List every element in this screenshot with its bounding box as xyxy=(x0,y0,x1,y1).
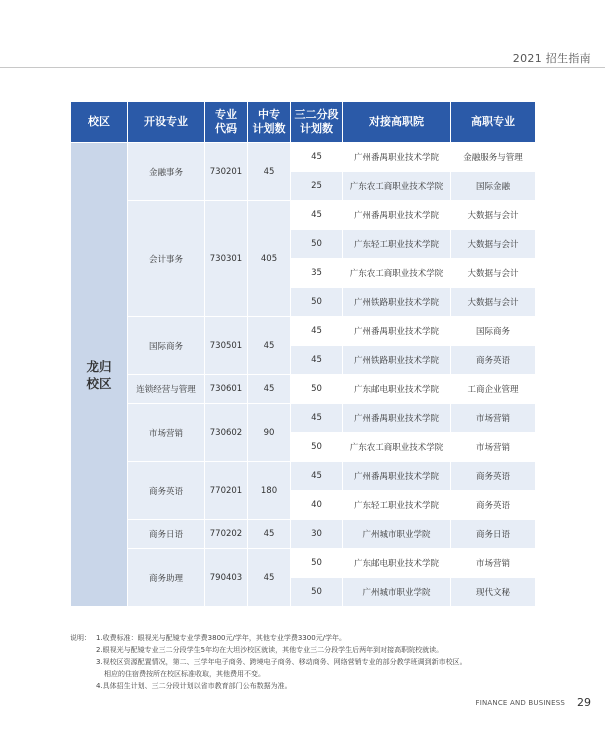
higher-major-cell: 商务日语 xyxy=(451,520,536,549)
header-campus: 校区 xyxy=(71,102,128,143)
campus-cell: 龙归 校区 xyxy=(71,143,128,607)
major-cell: 会计事务 xyxy=(128,201,205,317)
header-plan-32: 三二分段 计划数 xyxy=(291,102,343,143)
header-higher-major: 高职专业 xyxy=(451,102,536,143)
note-line: 2.眼视光与配镜专业三二分段学生5年均在大坦沙校区就读，其他专业三二分段学生后两年到对接高职院校就读。 xyxy=(96,646,444,654)
college-cell: 广州番禺职业技术学院 xyxy=(343,317,451,346)
code-cell: 730301 xyxy=(205,201,248,317)
table-row xyxy=(71,520,536,549)
note-line: 相应的住宿费按所在校区标准收取，其他费用不变。 xyxy=(104,670,265,678)
header-divider xyxy=(0,67,605,68)
plan32-cell: 45 xyxy=(291,462,343,491)
note-line: 3.视校区资源配置情况，第二、三学年电子商务、跨境电子商务、移动商务、网络营销专业的部分教学班调到新市校区。 xyxy=(96,658,467,666)
college-cell: 广州番禺职业技术学院 xyxy=(343,462,451,491)
header-plan: 中专 计划数 xyxy=(248,102,291,143)
major-cell: 商务英语 xyxy=(128,462,205,520)
higher-major-cell: 工商企业管理 xyxy=(451,375,536,404)
plan-cell: 405 xyxy=(248,201,291,317)
higher-major-cell: 市场营销 xyxy=(451,549,536,578)
college-cell: 广东邮电职业技术学院 xyxy=(343,375,451,404)
page-header-title: 2021 招生指南 xyxy=(512,52,591,65)
major-cell: 市场营销 xyxy=(128,404,205,462)
higher-major-cell: 商务英语 xyxy=(451,346,536,375)
table-row xyxy=(71,143,536,172)
college-cell: 广州番禺职业技术学院 xyxy=(343,143,451,172)
higher-major-cell: 现代文秘 xyxy=(451,578,536,607)
plan32-cell: 35 xyxy=(291,259,343,288)
page-number: 29 xyxy=(577,696,591,709)
plan32-cell: 50 xyxy=(291,230,343,259)
notes-section xyxy=(70,632,550,692)
higher-major-cell: 大数据与会计 xyxy=(451,288,536,317)
code-cell: 770201 xyxy=(205,462,248,520)
table-row xyxy=(71,404,536,433)
college-cell: 广东农工商职业技术学院 xyxy=(343,433,451,462)
table-row xyxy=(71,375,536,404)
table-row xyxy=(71,549,536,578)
plan32-cell: 45 xyxy=(291,143,343,172)
higher-major-cell: 市场营销 xyxy=(451,404,536,433)
higher-major-cell: 大数据与会计 xyxy=(451,201,536,230)
code-cell: 790403 xyxy=(205,549,248,607)
plan32-cell: 45 xyxy=(291,404,343,433)
code-cell: 730501 xyxy=(205,317,248,375)
footer-text: FINANCE AND BUSINESS xyxy=(475,699,565,707)
code-cell: 730602 xyxy=(205,404,248,462)
major-cell: 商务日语 xyxy=(128,520,205,549)
enrollment-table xyxy=(70,101,536,607)
college-cell: 广州铁路职业技术学院 xyxy=(343,288,451,317)
higher-major-cell: 市场营销 xyxy=(451,433,536,462)
table-row xyxy=(71,317,536,346)
plan-cell: 90 xyxy=(248,404,291,462)
plan32-cell: 50 xyxy=(291,578,343,607)
plan32-cell: 45 xyxy=(291,317,343,346)
higher-major-cell: 国际金融 xyxy=(451,172,536,201)
code-cell: 770202 xyxy=(205,520,248,549)
college-cell: 广东农工商职业技术学院 xyxy=(343,172,451,201)
table-row xyxy=(71,201,536,230)
plan32-cell: 45 xyxy=(291,346,343,375)
table-row xyxy=(71,462,536,491)
college-cell: 广州番禺职业技术学院 xyxy=(343,201,451,230)
plan-cell: 45 xyxy=(248,317,291,375)
plan32-cell: 45 xyxy=(291,201,343,230)
plan-cell: 45 xyxy=(248,375,291,404)
college-cell: 广东轻工职业技术学院 xyxy=(343,230,451,259)
code-cell: 730201 xyxy=(205,143,248,201)
college-cell: 广东轻工职业技术学院 xyxy=(343,491,451,520)
higher-major-cell: 国际商务 xyxy=(451,317,536,346)
college-cell: 广州城市职业学院 xyxy=(343,578,451,607)
plan-cell: 45 xyxy=(248,520,291,549)
plan32-cell: 40 xyxy=(291,491,343,520)
major-cell: 商务助理 xyxy=(128,549,205,607)
college-cell: 广州城市职业学院 xyxy=(343,520,451,549)
higher-major-cell: 大数据与会计 xyxy=(451,230,536,259)
notes-label: 说明： xyxy=(70,634,91,642)
header-code: 专业 代码 xyxy=(205,102,248,143)
higher-major-cell: 商务英语 xyxy=(451,491,536,520)
table-header-row xyxy=(71,102,536,143)
note-text: 1.收费标准：眼视光与配镜专业学费3800元/学年，其他专业学费3300元/学年。 xyxy=(96,634,347,642)
college-cell: 广州铁路职业技术学院 xyxy=(343,346,451,375)
plan-cell: 180 xyxy=(248,462,291,520)
major-cell: 国际商务 xyxy=(128,317,205,375)
plan-cell: 45 xyxy=(248,143,291,201)
higher-major-cell: 大数据与会计 xyxy=(451,259,536,288)
plan-cell: 45 xyxy=(248,549,291,607)
major-cell: 金融事务 xyxy=(128,143,205,201)
college-cell: 广州番禺职业技术学院 xyxy=(343,404,451,433)
plan32-cell: 30 xyxy=(291,520,343,549)
header-college: 对接高职院 xyxy=(343,102,451,143)
plan32-cell: 50 xyxy=(291,288,343,317)
header-major: 开设专业 xyxy=(128,102,205,143)
higher-major-cell: 商务英语 xyxy=(451,462,536,491)
code-cell: 730601 xyxy=(205,375,248,404)
note-line: 4.具体招生计划、三二分段计划以省市教育部门公布数据为准。 xyxy=(96,682,292,690)
plan32-cell: 50 xyxy=(291,375,343,404)
college-cell: 广东农工商职业技术学院 xyxy=(343,259,451,288)
note-line xyxy=(70,632,550,644)
plan32-cell: 50 xyxy=(291,549,343,578)
plan32-cell: 25 xyxy=(291,172,343,201)
college-cell: 广东邮电职业技术学院 xyxy=(343,549,451,578)
plan32-cell: 50 xyxy=(291,433,343,462)
higher-major-cell: 金融服务与管理 xyxy=(451,143,536,172)
major-cell: 连锁经营与管理 xyxy=(128,375,205,404)
